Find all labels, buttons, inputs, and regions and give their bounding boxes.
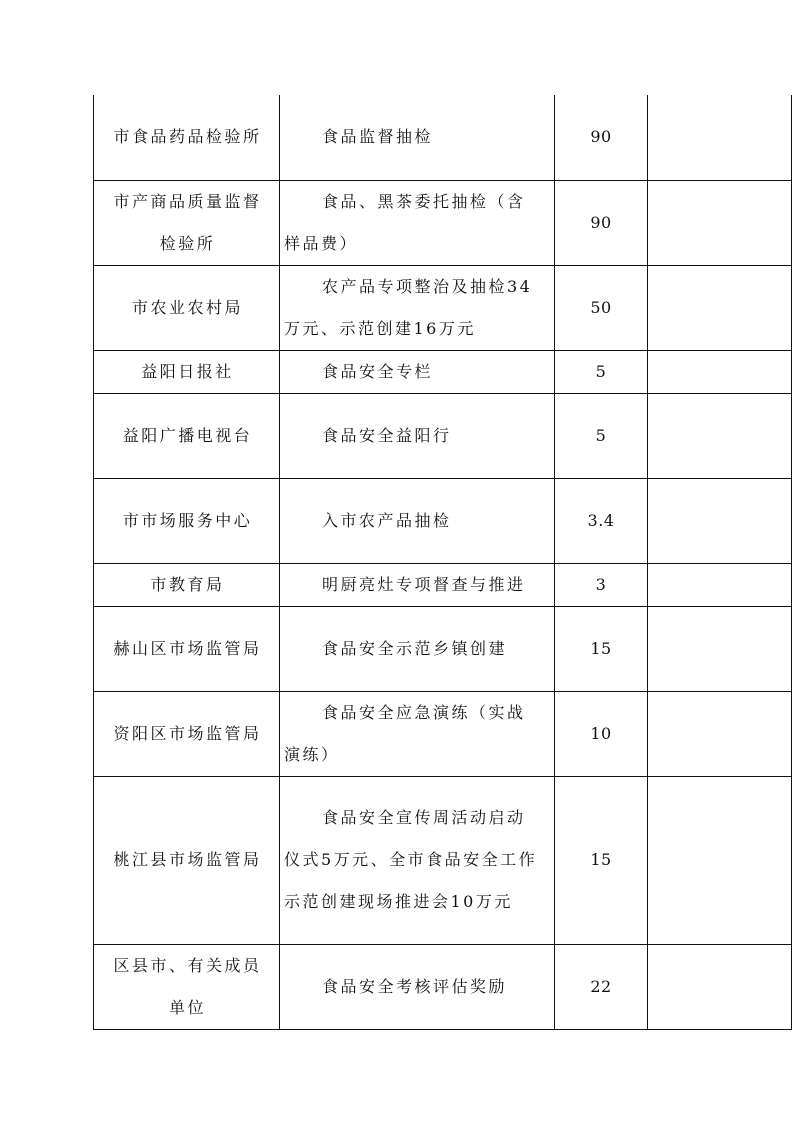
note-cell (648, 606, 792, 691)
table-row (94, 180, 792, 265)
table-row (94, 776, 792, 944)
note-cell (648, 478, 792, 563)
note-cell (648, 350, 792, 393)
unit-cell: 桃江县市场监管局 (94, 776, 280, 944)
amount-cell: 90 (555, 180, 648, 265)
note-cell (648, 95, 792, 180)
amount-cell: 22 (555, 944, 648, 1029)
table-row (94, 606, 792, 691)
note-cell (648, 563, 792, 606)
note-cell (648, 265, 792, 350)
amount-cell: 5 (555, 350, 648, 393)
table-row (94, 691, 792, 776)
item-cell: 入市农产品抽检 (280, 478, 555, 563)
amount-cell: 50 (555, 265, 648, 350)
unit-cell: 区县市、有关成员单位 (94, 944, 280, 1029)
table-row (94, 944, 792, 1029)
amount-cell: 3 (555, 563, 648, 606)
budget-table (93, 95, 792, 1030)
item-cell: 食品、黑茶委托抽检（含样品费） (280, 180, 555, 265)
item-cell: 明厨亮灶专项督查与推进 (280, 563, 555, 606)
amount-cell: 90 (555, 95, 648, 180)
unit-cell: 资阳区市场监管局 (94, 691, 280, 776)
unit-cell: 赫山区市场监管局 (94, 606, 280, 691)
note-cell (648, 691, 792, 776)
note-cell (648, 944, 792, 1029)
note-cell (648, 393, 792, 478)
item-cell: 食品安全益阳行 (280, 393, 555, 478)
item-cell: 食品监督抽检 (280, 95, 555, 180)
item-cell: 食品安全示范乡镇创建 (280, 606, 555, 691)
amount-cell: 3.4 (555, 478, 648, 563)
amount-cell: 15 (555, 776, 648, 944)
item-cell: 食品安全宣传周活动启动仪式5万元、全市食品安全工作示范创建现场推进会10万元 (280, 776, 555, 944)
item-cell: 食品安全考核评估奖励 (280, 944, 555, 1029)
unit-cell: 市教育局 (94, 563, 280, 606)
unit-cell: 市市场服务中心 (94, 478, 280, 563)
table-row (94, 478, 792, 563)
table-row (94, 265, 792, 350)
item-cell: 农产品专项整治及抽检34万元、示范创建16万元 (280, 265, 555, 350)
table-row (94, 95, 792, 180)
note-cell (648, 180, 792, 265)
unit-cell: 市食品药品检验所 (94, 95, 280, 180)
note-cell (648, 776, 792, 944)
table-row (94, 393, 792, 478)
amount-cell: 10 (555, 691, 648, 776)
amount-cell: 5 (555, 393, 648, 478)
table-row (94, 563, 792, 606)
unit-cell: 益阳广播电视台 (94, 393, 280, 478)
item-cell: 食品安全应急演练（实战演练） (280, 691, 555, 776)
table-row (94, 350, 792, 393)
unit-cell: 市产商品质量监督检验所 (94, 180, 280, 265)
unit-cell: 益阳日报社 (94, 350, 280, 393)
amount-cell: 15 (555, 606, 648, 691)
item-cell: 食品安全专栏 (280, 350, 555, 393)
unit-cell: 市农业农村局 (94, 265, 280, 350)
